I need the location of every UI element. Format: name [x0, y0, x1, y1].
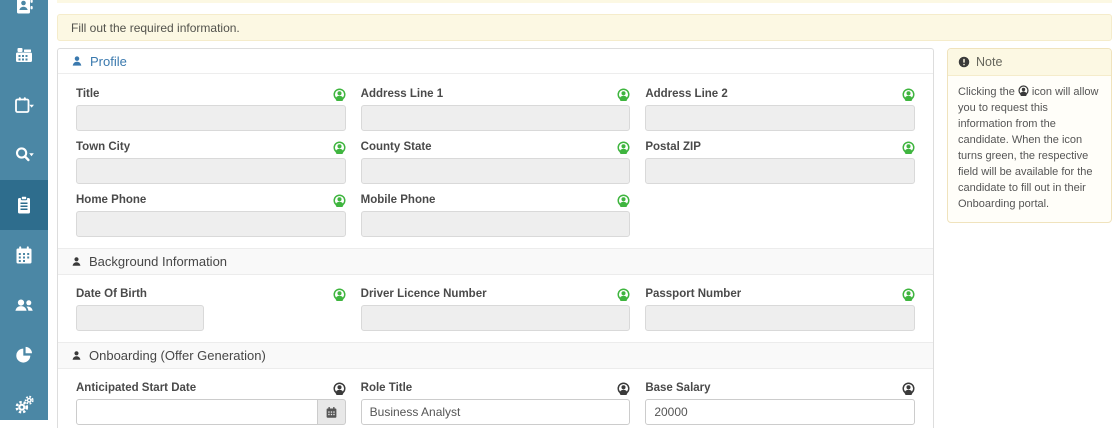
note-text-before: Clicking the — [958, 86, 1015, 98]
request-info-icon[interactable] — [902, 288, 915, 301]
field-town-city — [76, 140, 346, 184]
field-address-line-1 — [361, 87, 631, 131]
background-fields — [76, 287, 915, 331]
request-info-icon[interactable] — [333, 141, 346, 154]
field-postal-zip — [645, 140, 915, 184]
field-label: Role Title — [360, 382, 413, 394]
calendar-icon — [325, 406, 338, 419]
field-address-line-2 — [645, 87, 915, 131]
users-icon — [14, 295, 34, 315]
sidebar-item-search-menu[interactable] — [0, 130, 48, 180]
sidebar-item-calendar[interactable] — [0, 230, 48, 280]
address-book-icon — [14, 0, 34, 15]
section-header-onboarding — [58, 342, 933, 369]
onboarding-fields — [76, 381, 915, 425]
home-phone-input — [76, 211, 346, 237]
sidebar-item-calendar-menu[interactable] — [0, 80, 48, 130]
info-icon — [958, 56, 970, 68]
required-info-alert — [57, 14, 1112, 41]
field-anticipated-start-date — [76, 381, 346, 425]
sidebar-item-contacts[interactable] — [0, 0, 48, 30]
field-label: Passport Number — [645, 288, 742, 300]
field-label: Postal ZIP — [645, 141, 701, 153]
request-info-icon[interactable] — [617, 88, 630, 101]
field-label: Base Salary — [645, 382, 711, 394]
field-home-phone — [76, 193, 346, 237]
request-info-icon[interactable] — [617, 288, 630, 301]
sidebar-item-tasks[interactable] — [0, 180, 48, 230]
field-mobile-phone — [361, 193, 631, 237]
user-icon — [71, 256, 82, 267]
request-info-icon[interactable] — [902, 141, 915, 154]
profile-panel — [57, 48, 934, 428]
field-role-title — [361, 381, 631, 425]
section-title: Background Information — [89, 254, 228, 269]
postal-zip-input — [645, 158, 915, 184]
note-body — [948, 76, 1111, 222]
request-info-icon[interactable] — [333, 382, 346, 395]
search-dropdown-icon — [14, 145, 34, 165]
datepicker-button[interactable] — [318, 399, 346, 425]
request-info-icon[interactable] — [617, 141, 630, 154]
calendar-dropdown-icon — [14, 95, 34, 115]
field-driver-licence-number — [361, 287, 631, 331]
user-icon — [71, 350, 82, 361]
field-base-salary — [645, 381, 915, 425]
request-info-icon[interactable] — [902, 382, 915, 395]
title-input — [76, 105, 346, 131]
field-county-state — [361, 140, 631, 184]
clipboard-icon — [14, 195, 34, 215]
field-label: Driver Licence Number — [360, 288, 487, 300]
sidebar-item-fax[interactable] — [0, 30, 48, 80]
date-of-birth-input — [76, 305, 204, 331]
field-label: Address Line 1 — [360, 88, 444, 100]
sidebar-item-users[interactable] — [0, 280, 48, 330]
fax-icon — [14, 45, 34, 65]
anticipated-start-date-input[interactable] — [76, 399, 318, 425]
request-info-icon[interactable] — [333, 194, 346, 207]
county-state-input — [361, 158, 631, 184]
request-info-icon[interactable] — [333, 88, 346, 101]
section-title: Onboarding (Offer Generation) — [89, 348, 266, 363]
request-info-icon[interactable] — [333, 288, 346, 301]
passport-number-input — [645, 305, 915, 331]
request-info-icon[interactable] — [902, 88, 915, 101]
note-text-after: icon will allow you to request this information from the candidate. When the icon turns green, the respective field will be available for the candidate to fill out in their Onboarding portal. — [958, 86, 1099, 210]
request-info-icon[interactable] — [617, 194, 630, 207]
field-label: Title — [76, 88, 100, 100]
note-title: Note — [976, 55, 1003, 69]
town-city-input — [76, 158, 346, 184]
field-label: Home Phone — [76, 194, 147, 206]
sidebar-item-settings[interactable] — [0, 380, 48, 430]
field-label: County State — [360, 141, 432, 153]
driver-licence-number-input — [361, 305, 631, 331]
sidebar-item-reports[interactable] — [0, 330, 48, 380]
user-icon — [71, 55, 83, 67]
top-strip — [57, 0, 1112, 3]
note-heading — [948, 49, 1111, 76]
mobile-phone-input — [361, 211, 631, 237]
base-salary-input[interactable] — [645, 399, 915, 425]
field-label: Town City — [76, 141, 131, 153]
profile-fields — [76, 87, 915, 237]
field-date-of-birth — [76, 287, 346, 331]
role-title-input[interactable] — [361, 399, 631, 425]
field-label: Date Of Birth — [76, 288, 147, 300]
panel-title: Profile — [90, 53, 127, 69]
note-panel — [947, 48, 1112, 223]
field-label: Anticipated Start Date — [76, 382, 197, 394]
field-title — [76, 87, 346, 131]
section-header-background-information — [58, 248, 933, 275]
request-info-icon[interactable] — [617, 382, 630, 395]
alert-text: Fill out the required information. — [71, 20, 240, 35]
address-line-1-input — [361, 105, 631, 131]
panel-heading-profile — [58, 49, 933, 74]
field-passport-number — [645, 287, 915, 331]
user-circle-icon — [1018, 85, 1029, 96]
calendar-icon — [14, 245, 34, 265]
pie-chart-icon — [14, 345, 34, 365]
field-label: Address Line 2 — [645, 88, 728, 100]
field-label: Mobile Phone — [360, 194, 436, 206]
settings-icon — [14, 395, 34, 415]
sidebar — [0, 0, 48, 420]
address-line-2-input — [645, 105, 915, 131]
